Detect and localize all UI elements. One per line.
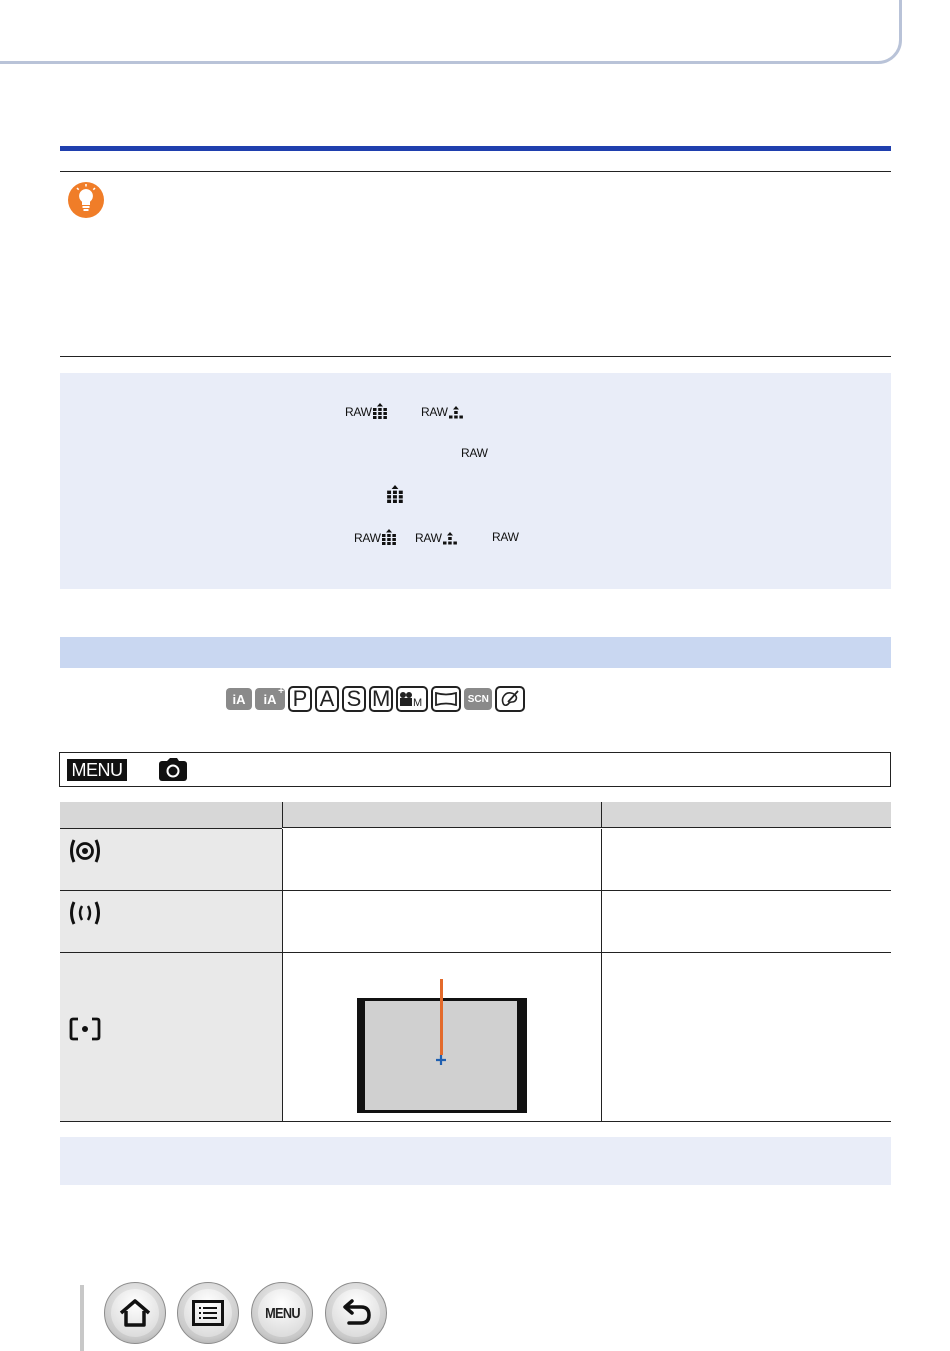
- raw-standard-text: RAW: [421, 405, 448, 419]
- back-button[interactable]: [325, 1282, 387, 1344]
- contents-icon: [184, 1289, 232, 1337]
- scn-label: SCN: [467, 693, 489, 705]
- lightbulb-icon: [67, 181, 105, 219]
- raw-fine-mark-2: [354, 529, 396, 545]
- quality-standard-icon: [443, 529, 457, 545]
- raw-fine-text: RAW: [345, 405, 372, 419]
- intelligent-auto-icon: [226, 688, 252, 710]
- table-cell: [601, 829, 892, 890]
- ia-label: iA: [232, 691, 246, 707]
- mode-m-icon: [369, 686, 393, 712]
- ia-plus-label: iA: [263, 691, 277, 707]
- mode-p-label: P: [292, 686, 308, 711]
- contents-button[interactable]: [177, 1282, 239, 1344]
- mode-p-icon: [288, 686, 312, 712]
- menu-button[interactable]: [251, 1282, 313, 1344]
- metering-mode-table: [60, 802, 891, 1122]
- note-box: [60, 373, 891, 589]
- quality-standard-icon: [449, 403, 463, 419]
- tip-bottom-rule: [60, 356, 891, 357]
- raw-c-text: RAW: [492, 530, 519, 544]
- spot-metering-icon: [68, 1015, 102, 1048]
- raw-only-mark-2: [492, 530, 519, 544]
- footer-divider: [80, 1285, 84, 1351]
- mode-s-label: S: [346, 686, 362, 711]
- table-header-cell: [282, 802, 601, 828]
- table-cell: [282, 829, 602, 890]
- arrow-right-icon: [136, 762, 150, 776]
- table-row: [60, 891, 282, 952]
- table-cell: [601, 953, 892, 1121]
- menu-button-label: MENU: [264, 1304, 300, 1322]
- table-cell: [282, 891, 602, 952]
- home-icon: [111, 1289, 159, 1337]
- table-header-cell: [60, 802, 282, 829]
- panorama-icon: [431, 686, 461, 712]
- back-icon: [332, 1289, 380, 1337]
- raw-only-text: RAW: [461, 446, 488, 460]
- spot-target-icon: [436, 1052, 446, 1070]
- bottom-note-box: [60, 1137, 891, 1185]
- tip-top-rule: [60, 171, 891, 172]
- page-header-tab: [0, 0, 902, 64]
- menu-path-box: [59, 752, 891, 787]
- recording-mode-icons: [226, 685, 525, 713]
- scene-guide-icon: [464, 688, 492, 710]
- raw-b-text: RAW: [415, 531, 442, 545]
- table-row: [60, 953, 282, 1121]
- table-cell: [601, 891, 892, 952]
- table-bottom-border: [60, 1121, 891, 1122]
- menu-icon: [258, 1289, 306, 1337]
- table-cell: [282, 953, 602, 1121]
- mode-a-label: A: [319, 686, 335, 711]
- raw-standard-mark-2: [415, 529, 457, 545]
- mode-s-icon: [342, 686, 366, 712]
- svg-text:M: M: [413, 697, 423, 708]
- section-heading-bar: [60, 637, 891, 668]
- home-button[interactable]: [104, 1282, 166, 1344]
- creative-control-icon: [495, 686, 525, 712]
- raw-a-text: RAW: [354, 531, 381, 545]
- raw-standard-mark: [421, 403, 463, 419]
- mode-a-icon: [315, 686, 339, 712]
- creative-video-icon: [396, 686, 428, 712]
- table-header-cell: [601, 802, 891, 828]
- raw-fine-mark: [345, 403, 387, 419]
- table-row: [60, 829, 282, 890]
- quality-fine-icon: [373, 403, 387, 419]
- spot-target-leader-line: [440, 979, 443, 1055]
- quality-fine-icon: [386, 485, 404, 508]
- multiple-metering-icon: [68, 837, 102, 870]
- center-weighted-metering-icon: [68, 899, 102, 932]
- intelligent-auto-plus-icon: iA +: [255, 688, 285, 710]
- title-rule: [60, 146, 891, 151]
- menu-badge: MENU: [67, 759, 127, 781]
- mode-m-label: M: [372, 686, 391, 711]
- raw-only-mark: [461, 446, 488, 460]
- quality-fine-icon: [382, 529, 396, 545]
- camera-icon: [158, 758, 188, 787]
